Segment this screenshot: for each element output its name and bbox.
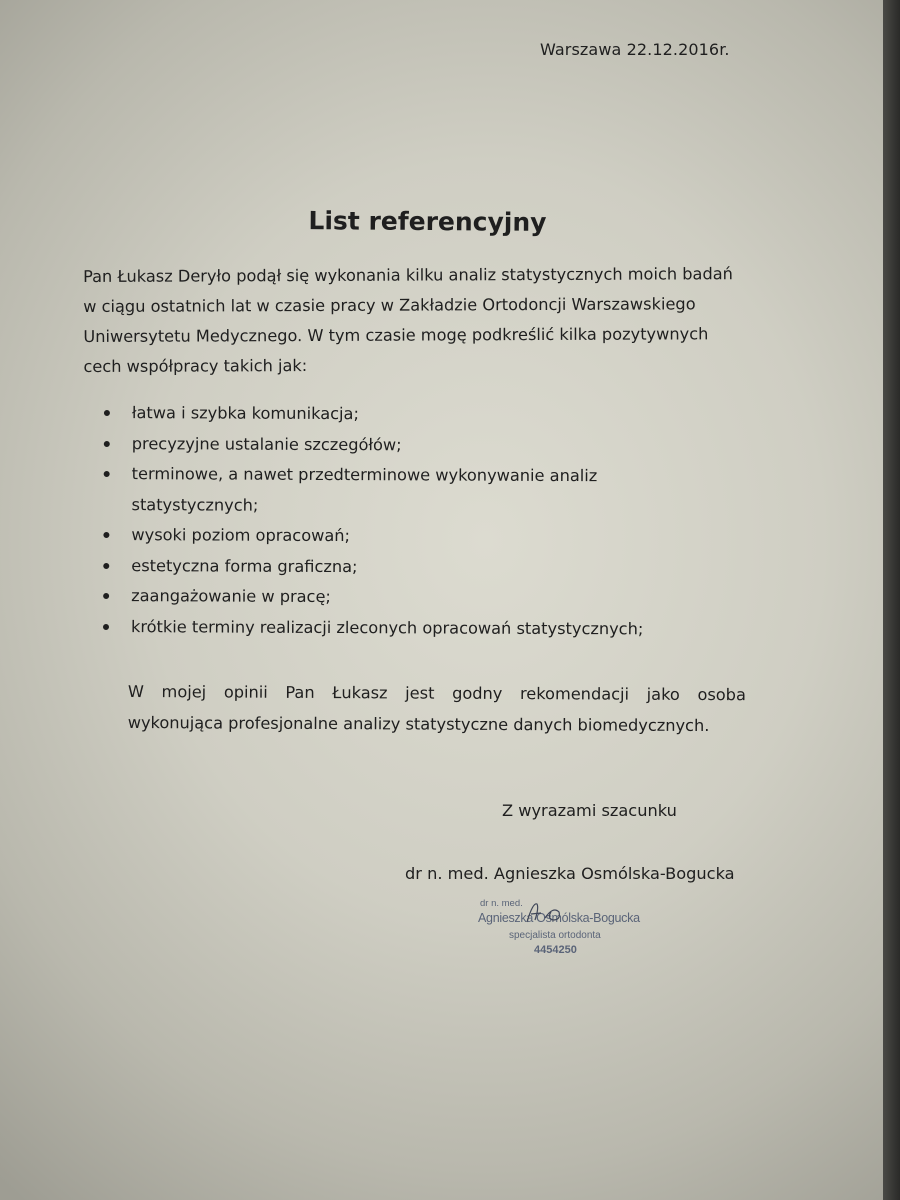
stamp-line: 4454250 [534,944,577,956]
handwritten-signature [523,898,583,928]
intro-line: Uniwersytetu Medycznego. W tym czasie mogę podkreślić kilka pozytywnych [83,324,709,346]
stamp-line: Agnieszka Osmólska-Bogucka [478,911,640,925]
signatory-name: dr n. med. Agnieszka Osmólska-Bogucka [405,864,735,883]
letter-date: Warszawa 22.12.2016r. [540,40,730,59]
background-edge [883,0,900,1200]
intro-line: w ciągu ostatnich lat w czasie pracy w Zakładzie Ortodoncji Warszawskiego [83,294,696,316]
list-item: wysoki poziom opracowań; [99,520,739,553]
list-item: estetyczna forma graficzna; [99,550,739,583]
doctor-stamp [478,896,658,966]
letter-title: List referencyjny [308,206,547,237]
closing-phrase: Z wyrazami szacunku [502,801,677,820]
opinion-paragraph [128,677,746,741]
stamp-line: specjalista ortodonta [509,930,601,941]
intro-line: Pan Łukasz Deryło podął się wykonania kilku analiz statystycznych moich badań [83,264,733,286]
list-item: zaangażowanie w pracę; [99,581,739,614]
qualities-list [99,398,740,645]
opinion-line: wykonująca profesjonalne analizy statystyczne danych biomedycznych. [127,712,710,735]
list-item: terminowe, a nawet przedterminowe wykonywanie analiz [100,459,740,492]
stamp-line: dr n. med. [480,898,523,909]
list-item: krótkie terminy realizacji zleconych opracowań statystycznych; [99,611,739,644]
list-item-continuation: statystycznych; [131,494,259,515]
list-item: łatwa i szybka komunikacja; [100,398,740,431]
opinion-line: W mojej opinii Pan Łukasz jest godny rekomendacji jako osoba [127,681,746,705]
intro-paragraph [83,259,764,382]
list-item: precyzyjne ustalanie szczegółów; [100,428,740,461]
intro-line: cech współpracy takich jak: [83,356,308,376]
